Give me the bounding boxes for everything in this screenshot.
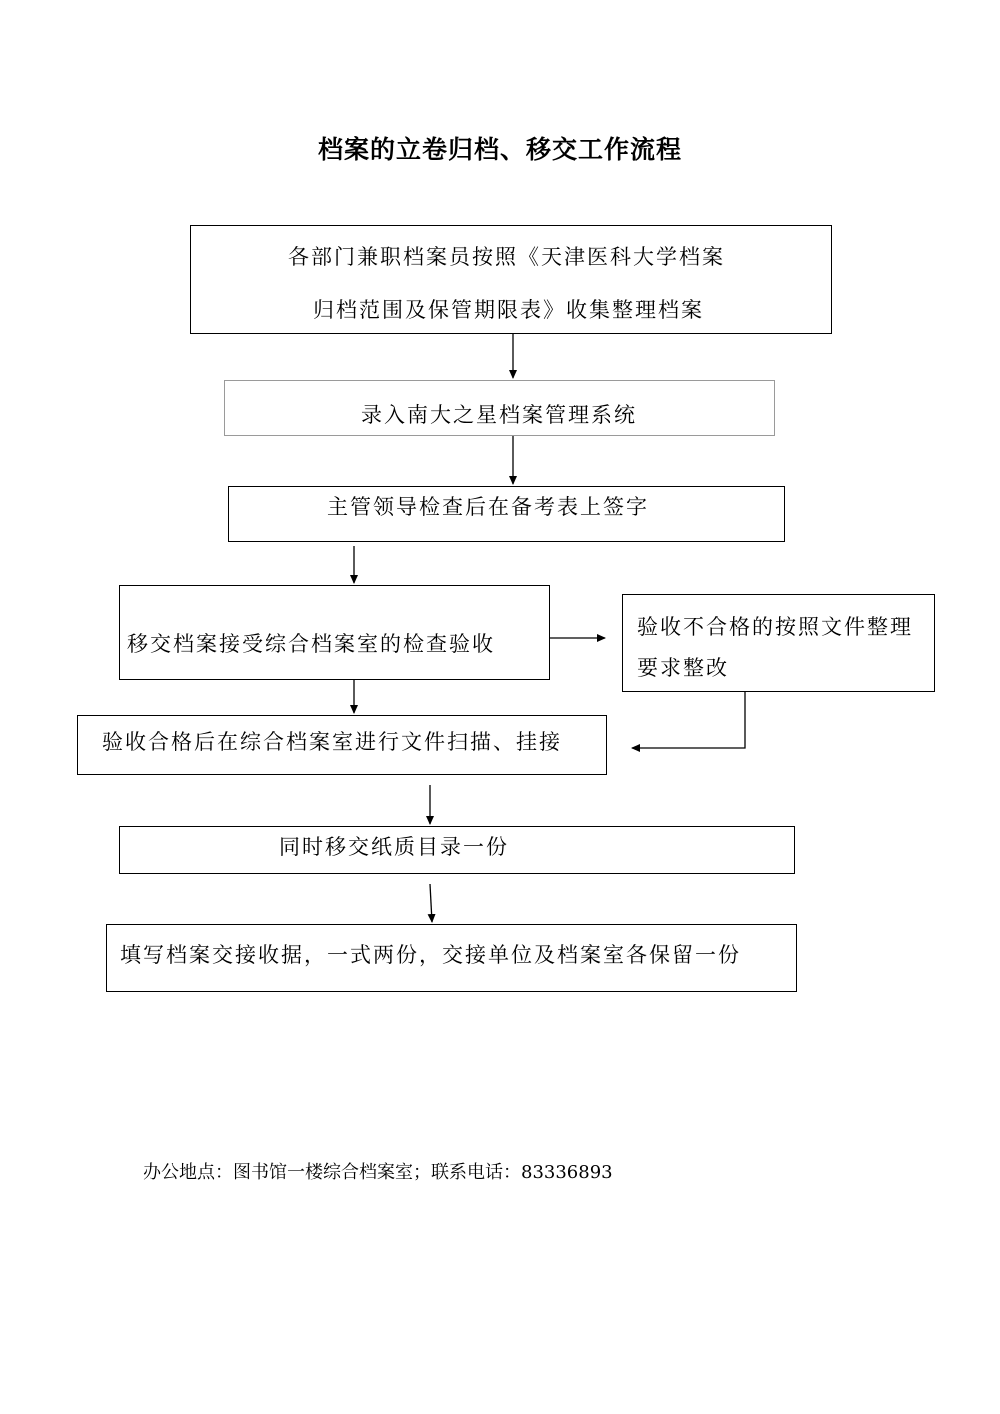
step-receipt-label: 填写档案交接收据，一式两份，交接单位及档案室各保留一份 xyxy=(120,943,741,967)
step-scan-label: 验收合格后在综合档案室进行文件扫描、挂接 xyxy=(102,730,562,754)
step-collect-line1: 各部门兼职档案员按照《天津医科大学档案 xyxy=(288,245,725,269)
step-collect-line2: 归档范围及保管期限表》收集整理档案 xyxy=(313,298,704,322)
office-contact-info: 办公地点：图书馆一楼综合档案室；联系电话：83336893 xyxy=(143,1162,613,1183)
step-reject-line1: 验收不合格的按照文件整理 xyxy=(637,615,913,639)
step-transfer-check-label: 移交档案接受综合档案室的检查验收 xyxy=(127,632,495,656)
arrow-reject-to-scan xyxy=(632,692,745,748)
step-leader-sign-label: 主管领导检查后在备考表上签字 xyxy=(327,495,649,519)
step-enter-system-label: 录入南大之星档案管理系统 xyxy=(361,403,637,427)
step-reject-line2: 要求整改 xyxy=(637,656,729,680)
page-title: 档案的立卷归档、移交工作流程 xyxy=(317,135,682,164)
step-paper-catalog-label: 同时移交纸质目录一份 xyxy=(279,835,509,859)
arrow-catalog-to-receipt xyxy=(430,884,432,922)
